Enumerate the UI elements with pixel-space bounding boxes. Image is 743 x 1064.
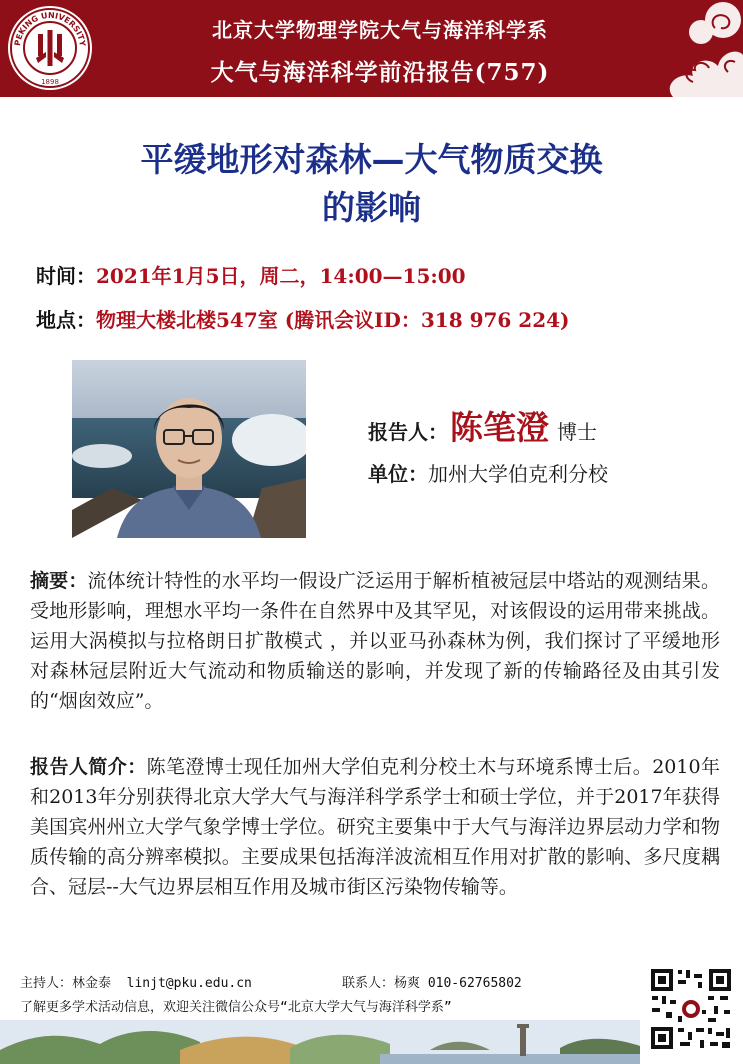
contact-info: 联系人：杨爽 010-62765802 <box>342 976 522 991</box>
talk-title-line2: 的影响 <box>322 188 421 227</box>
speaker-label: 报告人： <box>368 420 448 444</box>
seminar-series: 大气与海洋科学前沿报告(757) <box>210 59 550 86</box>
speaker-degree: 博士 <box>557 420 597 444</box>
time-row <box>36 260 466 289</box>
host-info: 主持人：林金泰 linjt@pku.edu.cn <box>20 976 252 991</box>
affiliation-value: 加州大学伯克利分校 <box>428 462 608 486</box>
seal-year: 1898 <box>41 78 59 86</box>
time-value: 2021年1月5日，周二，14:00—15:00 <box>96 264 466 288</box>
affiliation-label: 单位： <box>368 462 428 486</box>
place-value: 物理大楼北楼547室 (腾讯会议ID：318 976 224) <box>96 308 570 332</box>
speaker-name: 陈笔澄 <box>450 408 549 447</box>
department-name: 北京大学物理学院大气与海洋科学系 <box>212 18 548 42</box>
peking-university-seal-icon <box>6 4 94 92</box>
place-label: 地点： <box>36 308 96 332</box>
seal-text: PEKING UNIVERSITY <box>13 10 88 47</box>
speaker-row <box>368 402 597 449</box>
abstract-section <box>30 566 720 716</box>
talk-title <box>20 136 723 232</box>
abstract-label: 摘要： <box>30 570 88 592</box>
place-row <box>36 304 570 333</box>
qr-code-icon[interactable] <box>648 966 734 1052</box>
campus-landscape-image <box>0 1020 640 1064</box>
time-label: 时间： <box>36 264 96 288</box>
follow-notice: 了解更多学术活动信息，欢迎关注微信公众号“北京大学大气与海洋科学系” <box>20 1000 452 1015</box>
header-banner <box>0 0 743 97</box>
speaker-photo <box>72 360 306 538</box>
bio-section <box>30 752 720 902</box>
bio-label: 报告人简介： <box>30 756 147 778</box>
talk-title-line1: 平缓地形对森林—大气物质交换 <box>140 140 603 179</box>
bio-text: 陈笔澄博士现任加州大学伯克利分校土木与环境系博士后。2010年和2013年分别获得北京大学大气与海洋科学系学士和硕士学位，并于2017年获得美国宾州州立大学气象学博士学位。研究主要集中于大气与海洋边界层动力学和物质传输的高分辨率模拟。主要成果包括海洋波流相互作用对扩散的影响、多尺度耦合、冠层--大气边界层相互作用及城市街区污染物传输等。 <box>30 756 720 898</box>
affiliation-row <box>368 458 608 487</box>
abstract-text: 流体统计特性的水平均一假设广泛运用于解析植被冠层中塔站的观测结果。受地形影响，理想水平均一条件在自然界中及其罕见，对该假设的运用带来挑战。运用大涡模拟与拉格朗日扩散模式 ，并以亚马孙森林为例，我们探讨了平缓地形对森林冠层附近大气流动和物质输送的影响，并发现了新的传输路径及由其引发的“烟囱效应”。 <box>30 570 720 712</box>
